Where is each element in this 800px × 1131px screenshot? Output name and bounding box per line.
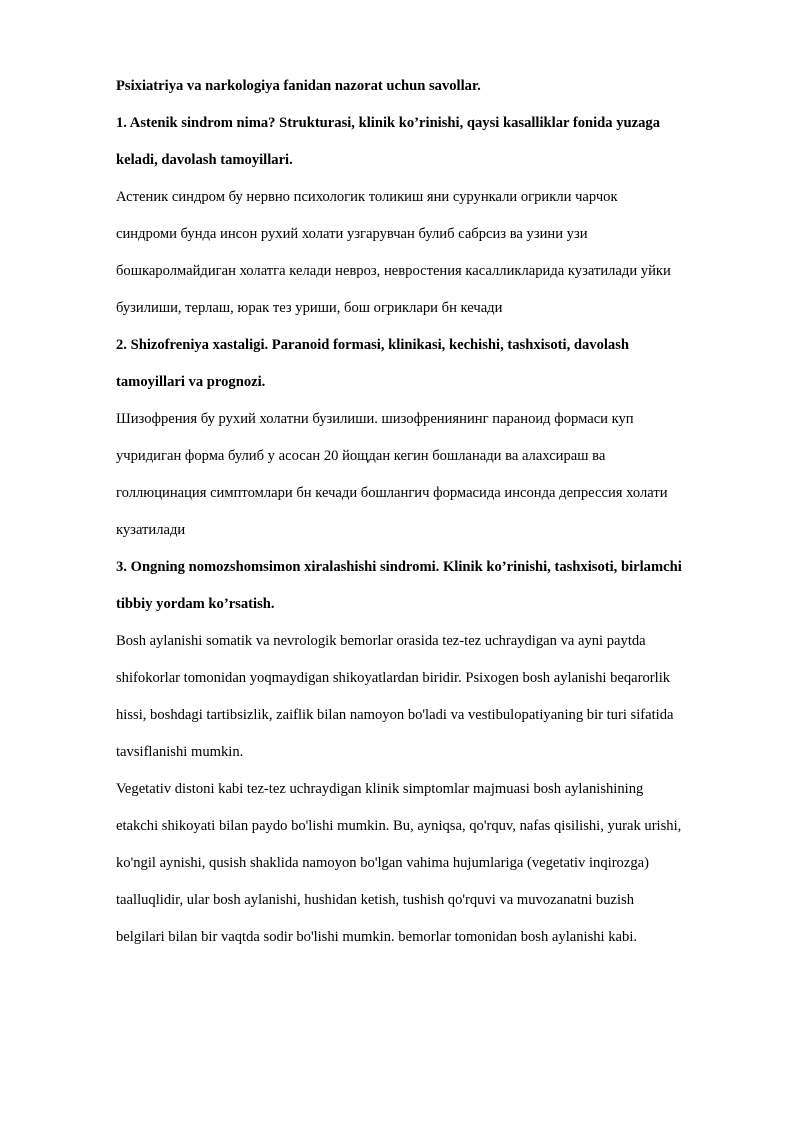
answer-2-line-2: учридиган форма булиб у асосан 20 йощдан кегин бошланади ва алахсираш ва: [116, 448, 606, 464]
answer-1-line-1: Астеник синдром бу нервно психологик толикиш яни сурункали огрикли чарчок: [116, 189, 618, 205]
answer-1-line-4: бузилиши, терлаш, юрак тез уриши, бош огриклари бн кечади: [116, 300, 503, 316]
question-3-line-2: tibbiy yordam ko’rsatish.: [116, 596, 275, 612]
answer-3-paragraph-2-line-4: taalluqlidir, ular bosh aylanishi, hushidan ketish, tushish qo'rquvi va muvozanatni buzish: [116, 892, 635, 908]
answer-3-paragraph-2-line-5: belgilari bilan bir vaqtda sodir bo'lishi mumkin. bemorlar tomonidan bosh aylanishi kabi.: [116, 929, 638, 945]
question-1-line-2: keladi, davolash tamoyillari.: [116, 152, 293, 168]
answer-2-line-3: голлюцинация симптомлари бн кечади бошлангич формасида инсонда депрессия холати: [116, 485, 668, 501]
answer-1-line-3: бошкаролмайдиган холатга келади невроз, невростения касалликларида кузатилади уйки: [116, 263, 671, 279]
question-2-line-2: tamoyillari va prognozi.: [116, 374, 266, 390]
answer-3-paragraph-2-line-2: etakchi shikoyati bilan paydo bo'lishi mumkin. Bu, ayniqsa, qo'rquv, nafas qisilishi, yurak urishi,: [116, 818, 682, 834]
question-2-line-1: 2. Shizofreniya xastaligi. Paranoid formasi, klinikasi, kechishi, tashxisoti, davolash: [116, 337, 630, 353]
answer-1-line-2: синдроми бунда инсон рухий холати узгарувчан булиб сабрсиз ва узини узи: [116, 226, 588, 242]
answer-3-paragraph-2-line-3: ko'ngil aynishi, qusish shaklida namoyon bo'lgan vahima hujumlariga (vegetativ inqirozga): [116, 855, 649, 871]
question-3-line-1: 3. Ongning nomozshomsimon xiralashishi sindromi. Klinik ko’rinishi, tashxisoti, birlamchi: [116, 559, 682, 575]
answer-2-line-1: Шизофрения бу рухий холатни бузилиши. шизофрениянинг параноид формаси куп: [116, 411, 634, 427]
answer-3-paragraph-1-line-2: shifokorlar tomonidan yoqmaydigan shikoyatlardan biridir. Psixogen bosh aylanishi beqarorlik: [116, 670, 671, 686]
answer-3-paragraph-1-line-4: tavsiflanishi mumkin.: [116, 744, 244, 760]
answer-2-line-4: кузатилади: [116, 522, 186, 538]
question-1-line-1: 1. Astenik sindrom nima? Strukturasi, klinik ko’rinishi, qaysi kasalliklar fonida yuzaga: [116, 115, 661, 131]
answer-3-paragraph-2-line-1: Vegetativ distoni kabi tez-tez uchraydigan klinik simptomlar majmuasi bosh aylanishining: [116, 781, 644, 797]
answer-3-paragraph-1-line-3: hissi, boshdagi tartibsizlik, zaiflik bilan namoyon bo'ladi va vestibulopatiyaning bir turi sifatida: [116, 707, 674, 723]
answer-3-paragraph-1-line-1: Bosh aylanishi somatik va nevrologik bemorlar orasida tez-tez uchraydigan va ayni paytda: [116, 633, 646, 649]
document-title: Psixiatriya va narkologiya fanidan nazorat uchun savollar.: [116, 78, 481, 94]
